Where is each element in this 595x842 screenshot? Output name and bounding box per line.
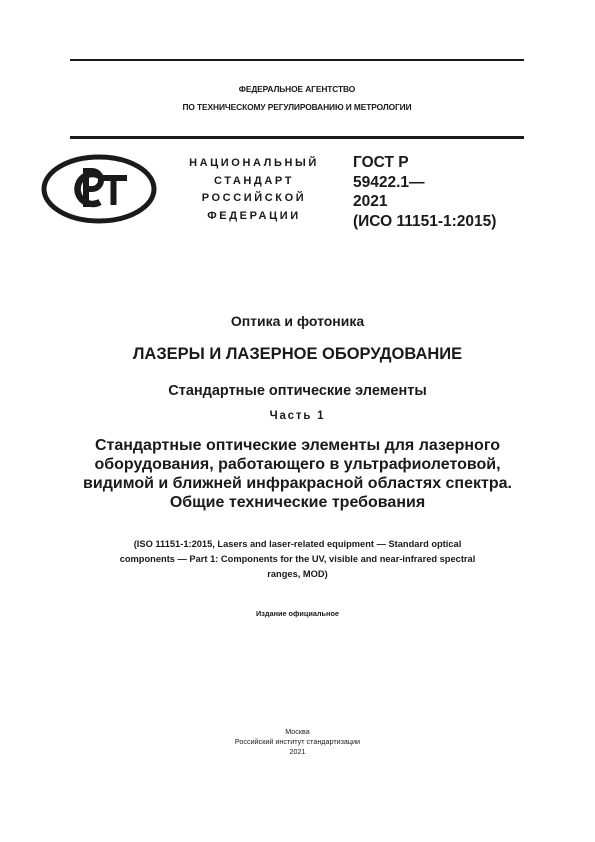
- iso-reference-line: components — Part 1: Components for the UV, visible and near-infrared spectral: [119, 554, 476, 564]
- designation-line: 2021: [353, 193, 388, 210]
- national-standard-label: [170, 155, 338, 225]
- part-label: Часть 1: [269, 410, 326, 422]
- iso-reference-line: ranges, MOD): [267, 569, 328, 579]
- header-bottom-rule: [70, 136, 524, 139]
- main-title: ЛАЗЕРЫ И ЛАЗЕРНОЕ ОБОРУДОВАНИЕ: [132, 345, 463, 363]
- publisher-info: [40, 727, 555, 757]
- designation-line: ГОСТ Р: [353, 154, 409, 171]
- description-line: Общие технические требования: [169, 494, 426, 511]
- header-top-rule: [70, 59, 524, 61]
- national-standard-line: ФЕДЕРАЦИИ: [207, 209, 301, 222]
- publisher-year: 2021: [289, 747, 306, 756]
- publisher-city: Москва: [285, 727, 310, 736]
- designation-line: (ИСО 11151-1:2015): [353, 212, 497, 230]
- official-edition: Издание официальное: [256, 609, 339, 618]
- description-line: видимой и ближней инфракрасной областях спектра.: [83, 475, 512, 492]
- iso-reference-line: (ISO 11151-1:2015, Lasers and laser-related equipment — Standard optical: [133, 539, 462, 549]
- publisher-name: Российский институт стандартизации: [234, 737, 361, 746]
- designation-line: 59422.1—: [353, 173, 425, 191]
- agency-line-1: ФЕДЕРАЛЬНОЕ АГЕНТСТВО: [238, 84, 356, 94]
- national-standard-line: НАЦИОНАЛЬНЫЙ: [189, 157, 319, 169]
- standard-designation: [353, 153, 496, 231]
- description-title: [40, 436, 555, 512]
- national-standard-line: РОССИЙСКОЙ: [201, 192, 307, 204]
- agency-line-2: ПО ТЕХНИЧЕСКОМУ РЕГУЛИРОВАНИЮ И МЕТРОЛОГИИ: [182, 102, 412, 112]
- description-line: Стандартные оптические элементы для лазерного: [94, 437, 501, 454]
- national-standard-line: СТАНДАРТ: [213, 174, 295, 187]
- iso-reference: [40, 537, 555, 582]
- rst-logo-icon: [40, 153, 158, 225]
- field-title: Оптика и фотоника: [230, 313, 365, 329]
- description-line: оборудования, работающего в ультрафиолетовой,: [94, 456, 501, 473]
- subtitle: Стандартные оптические элементы: [168, 383, 427, 399]
